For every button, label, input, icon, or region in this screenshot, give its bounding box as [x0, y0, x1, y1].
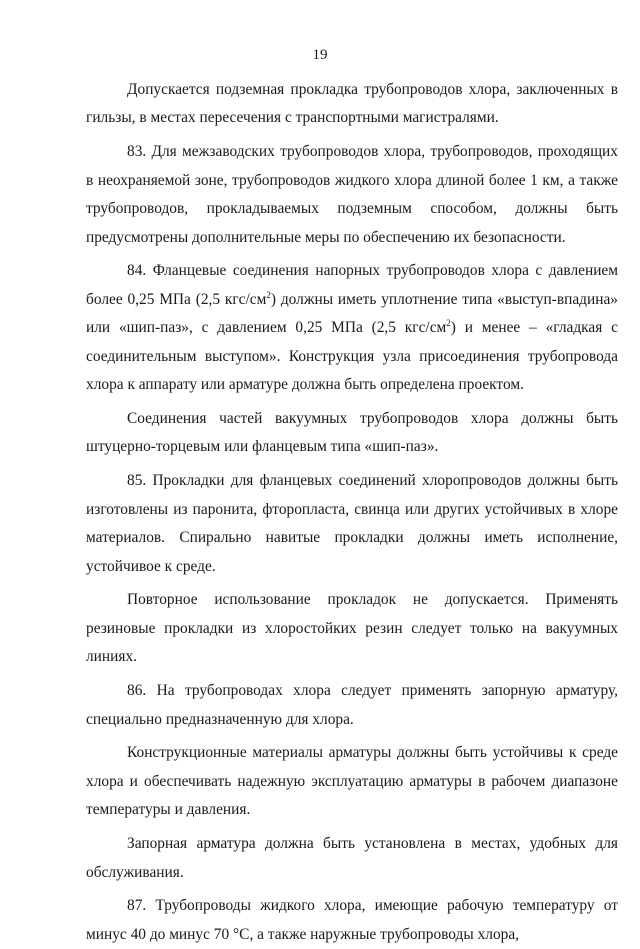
paragraph-84-text-1: 84. Фланцевые соединения напорных трубопроводов хлора с давлением более 0,25 МПа (2,5 кгс/см [86, 262, 618, 308]
paragraph-underground-laying: Допускается подземная прокладка трубопроводов хлора, заключенных в гильзы, в местах пересечения с транспортными магистралями. [86, 81, 618, 127]
paragraph-83: 83. Для межзаводских трубопроводов хлора, трубопроводов, проходящих в неохраняемой зоне, трубопроводов жидкого хлора длиной более 1 км, а также трубопроводов, прокладываемых подземным способом, должны быть предусмотрены дополнительные меры по обеспечению их безопасности. [86, 143, 618, 246]
superscript-square-2: 2 [446, 318, 451, 329]
paragraph-87: 87. Трубопроводы жидкого хлора, имеющие рабочую температуру от минус 40 до минус 70 °С, а также наружные трубопроводы хлора, [86, 897, 618, 943]
paragraph-gasket-reuse: Повторное использование прокладок не допускается. Применять резиновые прокладки из хлоростойких резин следует только на вакуумных линиях. [86, 591, 618, 666]
paragraph-valve-placement: Запорная арматура должна быть установлена в местах, удобных для обслуживания. [86, 835, 618, 881]
page-number: 19 [312, 47, 328, 63]
body-text [86, 76, 618, 949]
paragraph-84-text-2: ) должны иметь уплотнение типа «выступ-впадина» или «шип-паз», с давлением 0,25 МПа (2,5 кгс/см [86, 290, 619, 337]
paragraph-84-text-3: ) и менее – «гладкая с соединительным выступом». Конструкция узла присоединения трубопровода хлора к аппарату или арматуре должна быть определена проектом. [86, 319, 618, 394]
superscript-square-1: 2 [266, 289, 271, 300]
paragraph-85: 85. Прокладки для фланцевых соединений хлоропроводов должны быть изготовлены из паронита, фторопласта, свинца или других устойчивых в хлоре материалов. Спирально навитые прокладки должны иметь исполнение, устойчивое к среде. [86, 472, 618, 575]
paragraph-86: 86. На трубопроводах хлора следует применять запорную арматуру, специально предназначенную для хлора. [86, 682, 618, 728]
paragraph-valve-materials: Конструкционные материалы арматуры должны быть устойчивы к среде хлора и обеспечивать надежную эксплуатацию арматуры в рабочем диапазоне температуры и давления. [86, 744, 618, 819]
paragraph-84 [86, 257, 618, 399]
paragraph-vacuum-connections: Соединения частей вакуумных трубопроводов хлора должны быть штуцерно-торцевым или фланцевым типа «шип-паз». [86, 409, 618, 456]
